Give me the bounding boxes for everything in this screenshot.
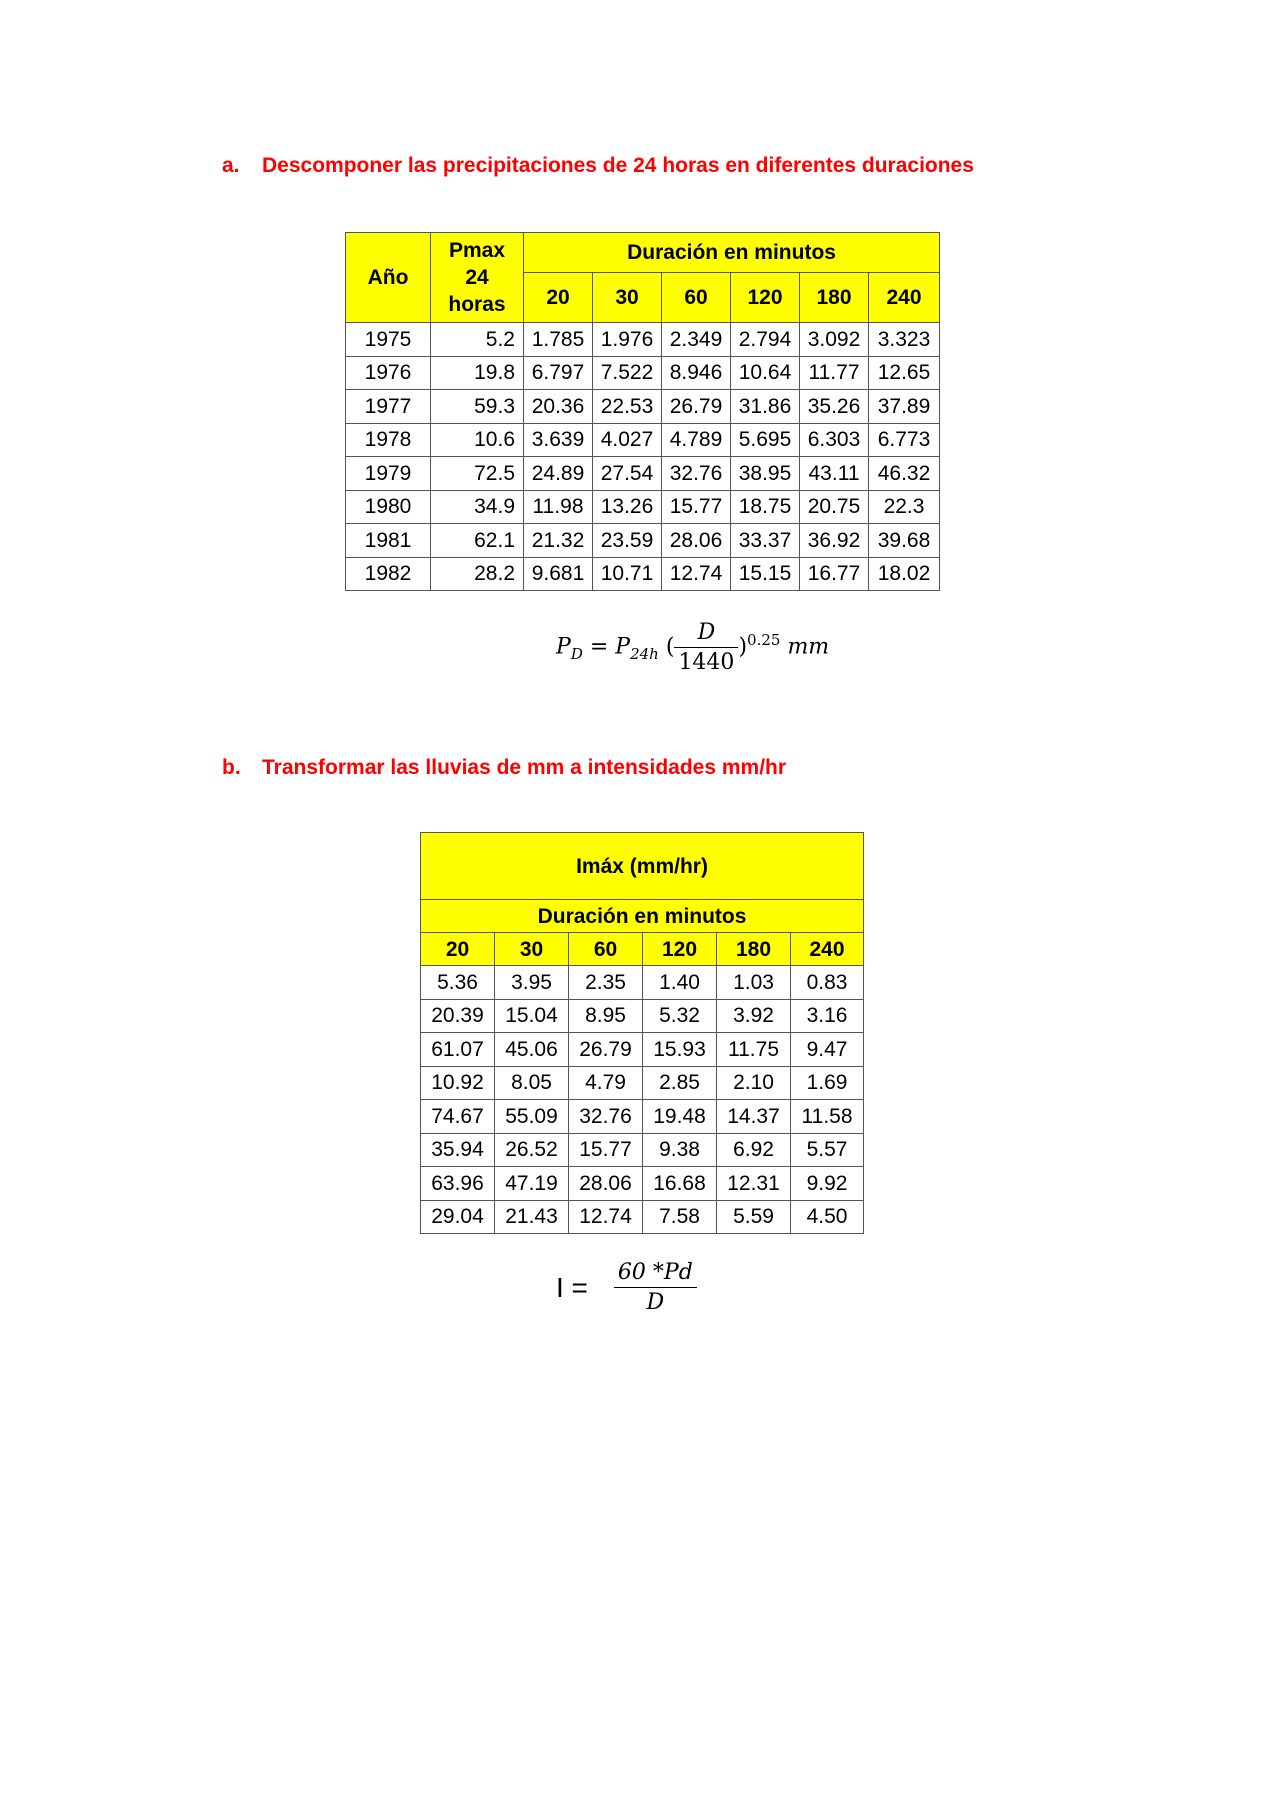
value-cell: 11.77 xyxy=(800,356,869,390)
value-cell: 45.06 xyxy=(495,1033,569,1067)
value-cell: 61.07 xyxy=(421,1033,495,1067)
value-cell: 5.57 xyxy=(791,1133,864,1167)
value-cell: 74.67 xyxy=(421,1100,495,1134)
value-cell: 8.95 xyxy=(569,999,643,1033)
value-cell: 3.92 xyxy=(717,999,791,1033)
table-row xyxy=(346,323,940,357)
table-row xyxy=(421,1066,864,1100)
header-year: Año xyxy=(346,233,431,323)
formula-lhs: P xyxy=(556,634,571,660)
value-cell: 21.32 xyxy=(524,524,593,558)
formula-fraction xyxy=(614,1260,697,1315)
value-cell: 5.59 xyxy=(717,1200,791,1234)
value-cell: 15.04 xyxy=(495,999,569,1033)
pmax-cell: 72.5 xyxy=(431,457,524,491)
value-cell: 0.83 xyxy=(791,966,864,1000)
value-cell: 9.681 xyxy=(524,557,593,591)
pmax-cell: 62.1 xyxy=(431,524,524,558)
value-cell: 12.74 xyxy=(569,1200,643,1234)
formula-exponent: 0.25 xyxy=(747,631,781,650)
formula-numerator: 60 *Pd xyxy=(617,1260,693,1285)
value-cell: 22.3 xyxy=(869,490,940,524)
table-row xyxy=(346,490,940,524)
formula-intensity xyxy=(556,1260,697,1315)
value-cell: 12.31 xyxy=(717,1167,791,1201)
formula-denominator: D xyxy=(614,1287,697,1315)
value-cell: 11.75 xyxy=(717,1033,791,1067)
intensity-table-title: Imáx (mm/hr) xyxy=(421,833,864,900)
value-cell: 29.04 xyxy=(421,1200,495,1234)
value-cell: 10.64 xyxy=(731,356,800,390)
value-cell: 3.092 xyxy=(800,323,869,357)
section-b-letter: b. xyxy=(222,756,241,779)
table-row xyxy=(421,1167,864,1201)
table-row xyxy=(421,999,864,1033)
formula-numerator: D xyxy=(697,620,716,645)
value-cell: 55.09 xyxy=(495,1100,569,1134)
table-row xyxy=(346,524,940,558)
formula-fraction xyxy=(674,620,738,675)
formula-pd xyxy=(556,620,829,675)
formula-rhs-sub: 24h xyxy=(630,644,659,663)
value-cell: 15.77 xyxy=(569,1133,643,1167)
section-a-title: Descomponer las precipitaciones de 24 horas en diferentes duraciones xyxy=(262,154,974,177)
value-cell: 26.52 xyxy=(495,1133,569,1167)
value-cell: 4.789 xyxy=(662,423,731,457)
header-duration: Duración en minutos xyxy=(421,900,864,933)
value-cell: 1.785 xyxy=(524,323,593,357)
value-cell: 35.94 xyxy=(421,1133,495,1167)
year-cell: 1979 xyxy=(346,457,431,491)
section-b-title: Transformar las lluvias de mm a intensidades mm/hr xyxy=(262,756,787,779)
year-cell: 1975 xyxy=(346,323,431,357)
value-cell: 11.98 xyxy=(524,490,593,524)
value-cell: 21.43 xyxy=(495,1200,569,1234)
value-cell: 5.36 xyxy=(421,966,495,1000)
value-cell: 18.75 xyxy=(731,490,800,524)
duration-header: 120 xyxy=(731,273,800,323)
pmax-cell: 34.9 xyxy=(431,490,524,524)
value-cell: 1.40 xyxy=(643,966,717,1000)
value-cell: 5.695 xyxy=(731,423,800,457)
duration-header: 120 xyxy=(643,933,717,966)
formula-lhs-sub: D xyxy=(570,644,583,663)
year-cell: 1976 xyxy=(346,356,431,390)
value-cell: 1.69 xyxy=(791,1066,864,1100)
section-a-letter: a. xyxy=(222,154,240,177)
value-cell: 19.48 xyxy=(643,1100,717,1134)
pmax-cell: 28.2 xyxy=(431,557,524,591)
formula-denominator: 1440 xyxy=(674,647,738,675)
duration-header: 240 xyxy=(791,933,864,966)
value-cell: 14.37 xyxy=(717,1100,791,1134)
value-cell: 5.32 xyxy=(643,999,717,1033)
value-cell: 20.36 xyxy=(524,390,593,424)
table-row xyxy=(346,390,940,424)
pmax-cell: 59.3 xyxy=(431,390,524,424)
duration-header: 30 xyxy=(495,933,569,966)
table-row xyxy=(421,1033,864,1067)
value-cell: 2.35 xyxy=(569,966,643,1000)
value-cell: 6.773 xyxy=(869,423,940,457)
value-cell: 20.39 xyxy=(421,999,495,1033)
value-cell: 22.53 xyxy=(593,390,662,424)
header-pmax-line: 24 xyxy=(465,265,489,289)
value-cell: 33.37 xyxy=(731,524,800,558)
value-cell: 15.15 xyxy=(731,557,800,591)
year-cell: 1978 xyxy=(346,423,431,457)
year-cell: 1981 xyxy=(346,524,431,558)
section-b-heading xyxy=(222,756,786,780)
value-cell: 13.26 xyxy=(593,490,662,524)
value-cell: 12.74 xyxy=(662,557,731,591)
value-cell: 3.639 xyxy=(524,423,593,457)
value-cell: 2.349 xyxy=(662,323,731,357)
year-cell: 1977 xyxy=(346,390,431,424)
value-cell: 27.54 xyxy=(593,457,662,491)
value-cell: 31.86 xyxy=(731,390,800,424)
value-cell: 32.76 xyxy=(662,457,731,491)
value-cell: 18.02 xyxy=(869,557,940,591)
year-cell: 1980 xyxy=(346,490,431,524)
duration-header: 180 xyxy=(800,273,869,323)
precipitation-table xyxy=(345,232,940,591)
value-cell: 2.10 xyxy=(717,1066,791,1100)
value-cell: 26.79 xyxy=(569,1033,643,1067)
value-cell: 32.76 xyxy=(569,1100,643,1134)
value-cell: 37.89 xyxy=(869,390,940,424)
header-pmax-line: Pmax xyxy=(448,238,506,262)
value-cell: 24.89 xyxy=(524,457,593,491)
value-cell: 8.946 xyxy=(662,356,731,390)
value-cell: 10.92 xyxy=(421,1066,495,1100)
pmax-cell: 5.2 xyxy=(431,323,524,357)
duration-header: 60 xyxy=(569,933,643,966)
value-cell: 3.95 xyxy=(495,966,569,1000)
value-cell: 8.05 xyxy=(495,1066,569,1100)
value-cell: 35.26 xyxy=(800,390,869,424)
pmax-cell: 19.8 xyxy=(431,356,524,390)
value-cell: 2.794 xyxy=(731,323,800,357)
value-cell: 10.71 xyxy=(593,557,662,591)
value-cell: 4.027 xyxy=(593,423,662,457)
table-row xyxy=(346,457,940,491)
value-cell: 38.95 xyxy=(731,457,800,491)
year-cell: 1982 xyxy=(346,557,431,591)
value-cell: 7.522 xyxy=(593,356,662,390)
value-cell: 7.58 xyxy=(643,1200,717,1234)
header-duration: Duración en minutos xyxy=(524,233,940,273)
formula-close-paren: ) xyxy=(738,634,748,660)
value-cell: 16.68 xyxy=(643,1167,717,1201)
value-cell: 23.59 xyxy=(593,524,662,558)
value-cell: 9.47 xyxy=(791,1033,864,1067)
value-cell: 20.75 xyxy=(800,490,869,524)
value-cell: 11.58 xyxy=(791,1100,864,1134)
table-row xyxy=(346,557,940,591)
formula-unit: mm xyxy=(787,634,830,660)
table-row xyxy=(421,966,864,1000)
header-pmax-line: horas xyxy=(448,293,506,317)
value-cell: 1.03 xyxy=(717,966,791,1000)
value-cell: 2.85 xyxy=(643,1066,717,1100)
value-cell: 4.50 xyxy=(791,1200,864,1234)
value-cell: 39.68 xyxy=(869,524,940,558)
duration-header: 30 xyxy=(593,273,662,323)
section-a-heading xyxy=(222,154,974,178)
value-cell: 1.976 xyxy=(593,323,662,357)
value-cell: 46.32 xyxy=(869,457,940,491)
value-cell: 12.65 xyxy=(869,356,940,390)
value-cell: 36.92 xyxy=(800,524,869,558)
duration-header: 60 xyxy=(662,273,731,323)
value-cell: 15.77 xyxy=(662,490,731,524)
table-row xyxy=(346,423,940,457)
value-cell: 3.16 xyxy=(791,999,864,1033)
value-cell: 6.92 xyxy=(717,1133,791,1167)
table-row xyxy=(346,356,940,390)
formula-lhs: I = xyxy=(556,1271,588,1303)
duration-header: 240 xyxy=(869,273,940,323)
duration-header: 20 xyxy=(524,273,593,323)
header-pmax xyxy=(431,233,524,323)
value-cell: 26.79 xyxy=(662,390,731,424)
value-cell: 63.96 xyxy=(421,1167,495,1201)
duration-header: 180 xyxy=(717,933,791,966)
table-row xyxy=(421,1200,864,1234)
value-cell: 9.38 xyxy=(643,1133,717,1167)
intensity-table xyxy=(420,832,864,1234)
value-cell: 16.77 xyxy=(800,557,869,591)
value-cell: 43.11 xyxy=(800,457,869,491)
formula-open-paren: ( xyxy=(665,634,675,660)
value-cell: 28.06 xyxy=(662,524,731,558)
value-cell: 3.323 xyxy=(869,323,940,357)
table-row xyxy=(421,1133,864,1167)
formula-rhs: P xyxy=(615,634,631,660)
table-row xyxy=(421,1100,864,1134)
duration-header: 20 xyxy=(421,933,495,966)
value-cell: 15.93 xyxy=(643,1033,717,1067)
formula-equals: = xyxy=(589,634,609,660)
value-cell: 9.92 xyxy=(791,1167,864,1201)
value-cell: 47.19 xyxy=(495,1167,569,1201)
value-cell: 6.303 xyxy=(800,423,869,457)
pmax-cell: 10.6 xyxy=(431,423,524,457)
value-cell: 28.06 xyxy=(569,1167,643,1201)
value-cell: 4.79 xyxy=(569,1066,643,1100)
value-cell: 6.797 xyxy=(524,356,593,390)
